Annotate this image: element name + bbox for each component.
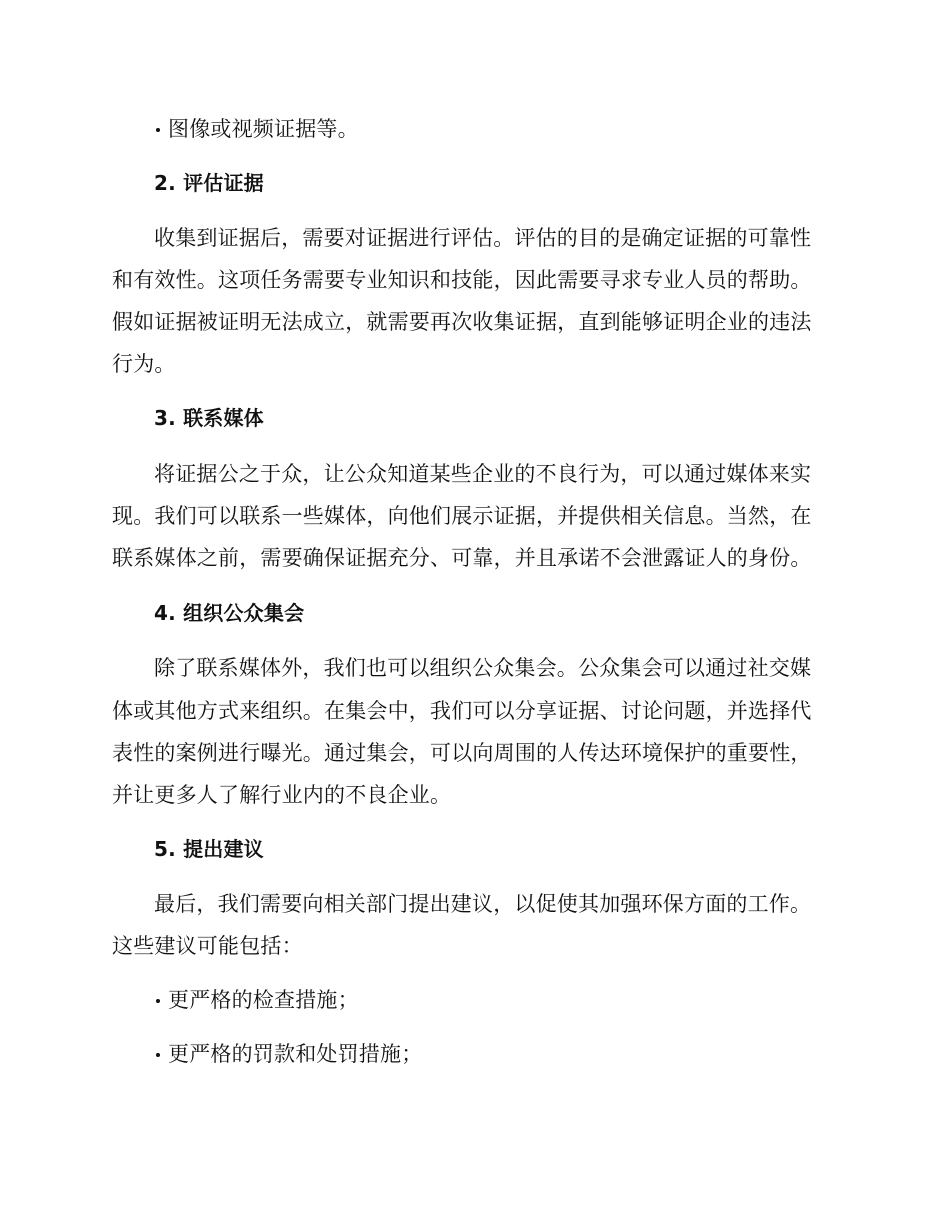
paragraph-line: 表性的案例进行曝光。通过集会，可以向周围的人传达环境保护的重要性， <box>112 741 812 765</box>
paragraph-line: 联系媒体之前，需要确保证据充分、可靠，并且承诺不会泄露证人的身份。 <box>112 546 812 570</box>
paragraph-line: 体或其他方式来组织。在集会中，我们可以分享证据、讨论问题，并选择代 <box>112 699 812 723</box>
paragraph-line: 并让更多人了解行业内的不良企业。 <box>112 783 452 807</box>
section-heading: 2. 评估证据 <box>154 171 264 195</box>
paragraph-line: 行为。 <box>112 352 176 376</box>
bullet-text: 更严格的检查措施； <box>168 988 359 1012</box>
paragraph-line: 除了联系媒体外，我们也可以组织公众集会。公众集会可以通过社交媒 <box>154 656 812 680</box>
paragraph-line: 和有效性。这项任务需要专业知识和技能，因此需要寻求专业人员的帮助。 <box>112 268 812 292</box>
paragraph-line: 收集到证据后，需要对证据进行评估。评估的目的是确定证据的可靠性 <box>154 226 812 250</box>
paragraph-line: 现。我们可以联系一些媒体，向他们展示证据，并提供相关信息。当然，在 <box>112 504 812 528</box>
bullet-item <box>156 1040 422 1068</box>
bullet-item <box>156 115 359 143</box>
bullet-dot <box>156 999 160 1003</box>
bullet-text: 图像或视频证据等。 <box>168 117 359 141</box>
paragraph-line: 这些建议可能包括： <box>112 934 303 958</box>
paragraph-line: 最后，我们需要向相关部门提出建议，以促使其加强环保方面的工作。 <box>154 892 812 916</box>
bullet-dot <box>156 1053 160 1057</box>
paragraph-line: 假如证据被证明无法成立，就需要再次收集证据，直到能够证明企业的违法 <box>112 310 812 334</box>
section-heading: 5. 提出建议 <box>154 837 264 861</box>
bullet-item <box>156 986 359 1014</box>
bullet-dot <box>156 128 160 132</box>
paragraph-line: 将证据公之于众，让公众知道某些企业的不良行为，可以通过媒体来实 <box>154 462 812 486</box>
section-heading: 3. 联系媒体 <box>154 406 264 430</box>
section-heading: 4. 组织公众集会 <box>154 601 305 625</box>
bullet-text: 更严格的罚款和处罚措施； <box>168 1042 423 1066</box>
